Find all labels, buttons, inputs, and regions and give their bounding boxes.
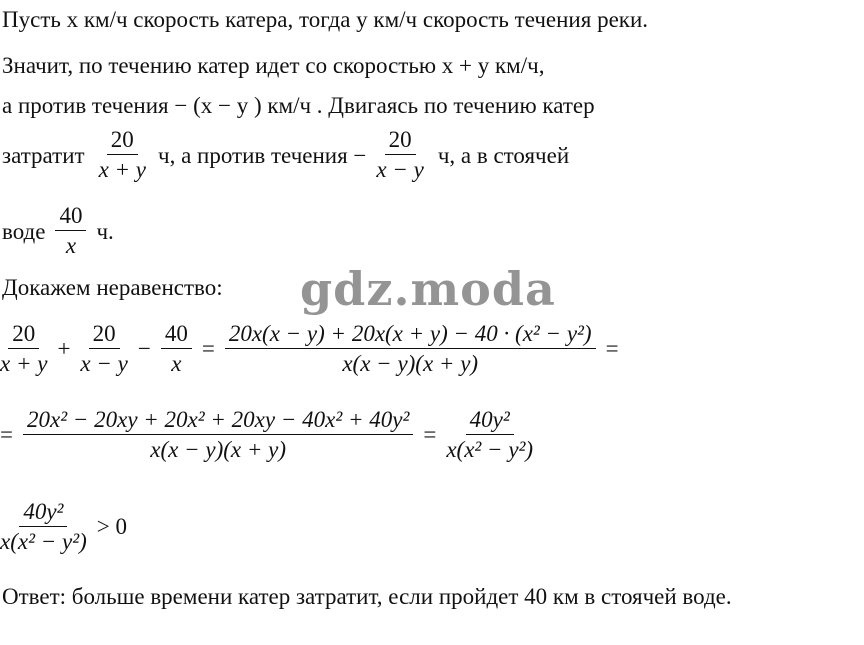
fraction-num: 20x² − 20xy + 20x² + 20xy − 40x² + 40y² bbox=[23, 408, 413, 435]
fraction-den: x + y bbox=[0, 351, 48, 377]
l4-text-c: ч, а в стоячей bbox=[437, 142, 570, 168]
watermark-logo: gdz.moda bbox=[300, 262, 556, 316]
fraction-den: x(x² − y²) bbox=[446, 437, 534, 463]
fraction-still-water-time bbox=[55, 204, 86, 258]
eq1-combined-fraction bbox=[225, 322, 596, 376]
eq1-term2 bbox=[80, 322, 127, 376]
equation-row-1 bbox=[0, 322, 625, 376]
text-line-3: а против течения − (x − y ) км/ч . Двигаясь по течению катер bbox=[2, 93, 595, 118]
equals-sign-end: = bbox=[605, 336, 619, 362]
text-line-5 bbox=[2, 204, 114, 258]
text-line-6: Докажем неравенство: bbox=[2, 275, 223, 300]
fraction-den: x(x² − y²) bbox=[0, 529, 87, 555]
eq2-expanded-fraction bbox=[23, 408, 413, 462]
fraction-num: 40y² bbox=[466, 408, 514, 435]
fraction-den: x + y bbox=[98, 157, 146, 183]
eq1-term3 bbox=[161, 322, 192, 376]
eq2-result-fraction bbox=[446, 408, 533, 462]
text-line-4 bbox=[2, 128, 569, 182]
fraction-num: 40y² bbox=[19, 500, 67, 527]
fraction-den: x bbox=[65, 233, 77, 259]
fraction-num: 40 bbox=[161, 322, 192, 349]
fraction-den: x(x − y)(x + y) bbox=[150, 437, 287, 463]
fraction-downstream-time bbox=[99, 128, 146, 182]
fraction-num: 20 bbox=[8, 322, 39, 349]
fraction-num: 20 bbox=[89, 322, 120, 349]
text-line-1: Пусть x км/ч скорость катера, тогда y км/ч скорость течения реки. bbox=[2, 7, 649, 32]
eq1-term1 bbox=[0, 322, 47, 376]
l5-text-a: воде bbox=[2, 218, 46, 244]
equals-sign-start: = bbox=[0, 422, 13, 448]
fraction-num: 40 bbox=[55, 204, 86, 231]
inequality-row bbox=[0, 500, 133, 554]
fraction-num: 20x(x − y) + 20x(x + y) − 40 · (x² − y²) bbox=[225, 322, 596, 349]
fraction-num: 20 bbox=[107, 128, 138, 155]
text-line-2: Значит, по течению катер идет со скоростью x + y км/ч, bbox=[2, 53, 545, 78]
fraction-den: x bbox=[171, 351, 182, 377]
fraction-upstream-time bbox=[376, 128, 423, 182]
l5-text-b: ч. bbox=[96, 218, 114, 244]
greater-than-zero: > 0 bbox=[96, 514, 127, 540]
l4-text-a: затратит bbox=[2, 142, 85, 168]
minus-sign: − bbox=[137, 336, 151, 362]
equals-sign: = bbox=[201, 336, 215, 362]
inequality-fraction bbox=[0, 500, 87, 554]
fraction-den: x − y bbox=[80, 351, 128, 377]
fraction-den: x − y bbox=[376, 157, 424, 183]
equals-sign: = bbox=[423, 422, 437, 448]
plus-sign: + bbox=[57, 336, 71, 362]
equation-row-2 bbox=[0, 408, 537, 462]
fraction-den: x(x − y)(x + y) bbox=[342, 351, 479, 377]
answer-line: Ответ: больше времени катер затратит, если пройдет 40 км в стоячей воде. bbox=[2, 584, 732, 609]
fraction-num: 20 bbox=[385, 128, 416, 155]
l4-text-b: ч, а против течения − bbox=[158, 142, 367, 168]
